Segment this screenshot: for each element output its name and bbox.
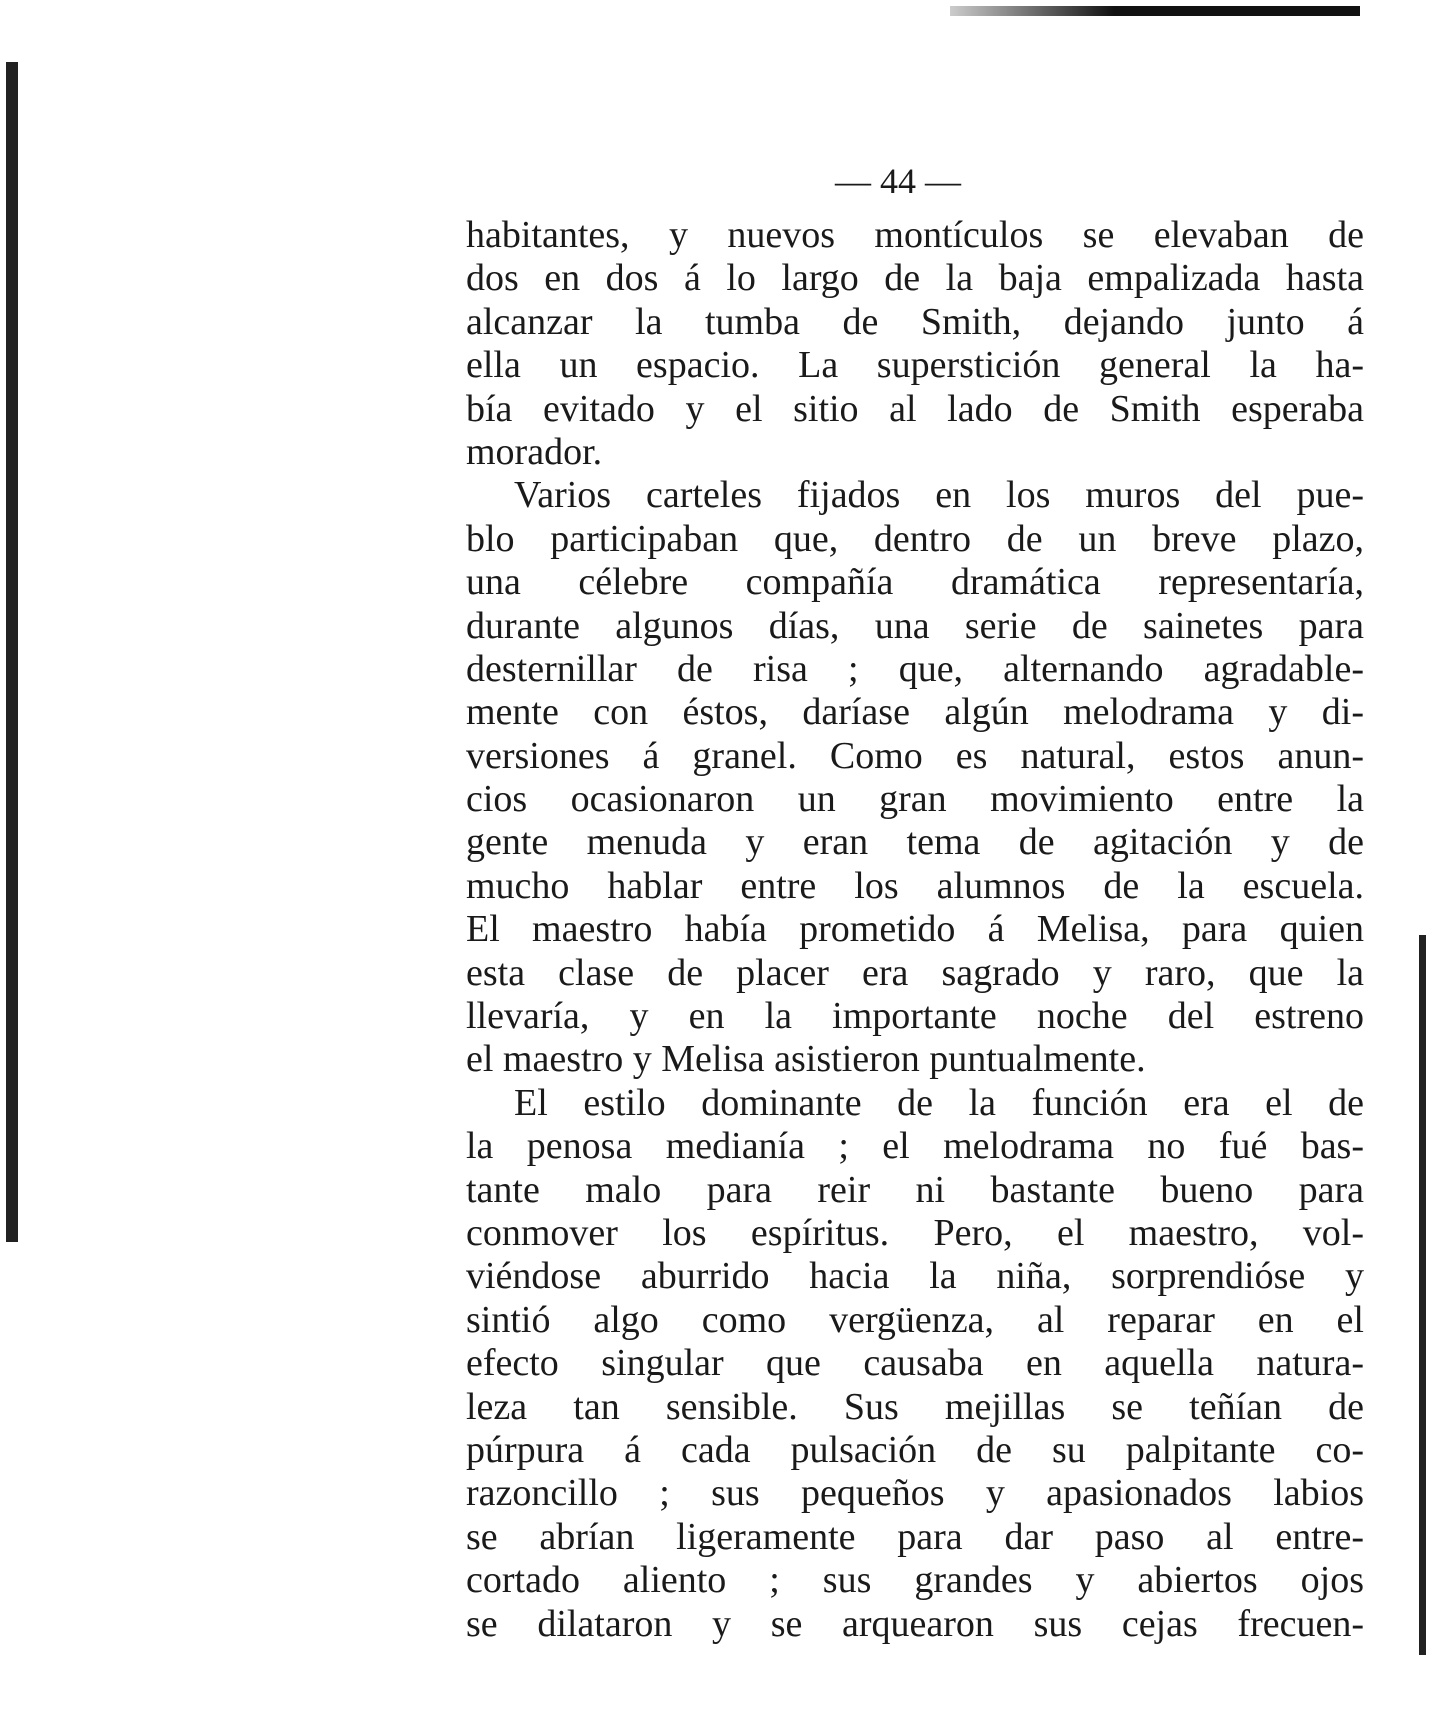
text-line: mucho hablar entre los alumnos de la escuela. [466, 864, 1364, 907]
scan-edge-left [6, 62, 18, 1242]
text-line: la penosa medianía ; el melodrama no fué bas- [466, 1125, 1364, 1168]
text-line: conmover los espíritus. Pero, el maestro, vol- [466, 1211, 1364, 1254]
text-line: morador. [466, 430, 603, 473]
text-line: ella un espacio. La superstición general la ha- [466, 344, 1364, 387]
text-line: desternillar de risa ; que, alternando agradable- [466, 647, 1364, 690]
text-line: viéndose aburrido hacia la niña, sorprendióse y [466, 1255, 1364, 1298]
text-line: razoncillo ; sus pequeños y apasionados labios [466, 1472, 1364, 1515]
text-line: El maestro había prometido á Melisa, para quien [466, 908, 1364, 951]
top-rule [950, 6, 1360, 16]
text-line: cios ocasionaron un gran movimiento entre la [466, 778, 1364, 821]
text-line: blo participaban que, dentro de un breve plazo, [466, 517, 1364, 560]
text-line: versiones á granel. Como es natural, estos anun- [466, 734, 1364, 777]
text-line: durante algunos días, una serie de sainetes para [466, 604, 1364, 647]
text-line: el maestro y Melisa asistieron puntualmente. [466, 1038, 1146, 1081]
text-line: El estilo dominante de la función era el de [514, 1081, 1364, 1124]
text-line: efecto singular que causaba en aquella natura- [466, 1342, 1364, 1385]
body-text [466, 214, 1364, 1646]
text-line: habitantes, y nuevos montículos se elevaban de [466, 214, 1364, 256]
text-line: esta clase de placer era sagrado y raro, que la [466, 951, 1364, 994]
text-line: sintió algo como vergüenza, al reparar en el [466, 1298, 1364, 1341]
text-line: púrpura á cada pulsación de su palpitante co- [466, 1428, 1364, 1471]
text-line: Varios carteles fijados en los muros del pue- [514, 474, 1364, 517]
text-line: bía evitado y el sitio al lado de Smith esperaba [466, 387, 1364, 430]
text-line: se abrían ligeramente para dar paso al entre- [466, 1515, 1364, 1558]
text-line: se dilataron y se arquearon sus cejas frecuen- [466, 1602, 1364, 1645]
scan-edge-right [1419, 935, 1426, 1655]
text-line: una célebre compañía dramática representaría, [466, 561, 1364, 604]
page-number-text: — 44 — [835, 161, 961, 201]
text-line: dos en dos á lo largo de la baja empalizada hasta [466, 257, 1364, 300]
text-line: leza tan sensible. Sus mejillas se teñían de [466, 1385, 1364, 1428]
text-line: llevaría, y en la importante noche del estreno [466, 995, 1364, 1038]
text-line: tante malo para reir ni bastante bueno para [466, 1168, 1364, 1211]
text-line: alcanzar la tumba de Smith, dejando junto á [466, 300, 1364, 343]
text-line: gente menuda y eran tema de agitación y de [466, 821, 1364, 864]
text-line: mente con éstos, daríase algún melodrama y di- [466, 691, 1364, 734]
text-line: cortado aliento ; sus grandes y abiertos ojos [466, 1559, 1364, 1602]
